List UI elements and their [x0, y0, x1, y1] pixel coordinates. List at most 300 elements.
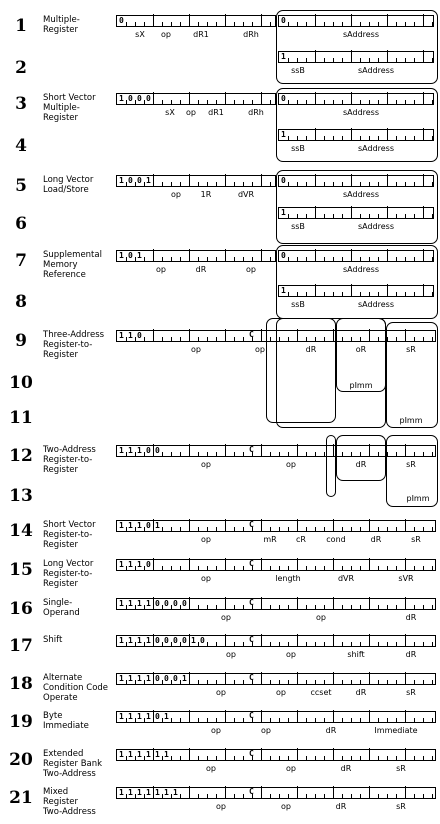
bit-tick — [261, 558, 262, 570]
bit-tick — [270, 452, 271, 456]
bit-tick — [288, 452, 289, 456]
bit-tick — [387, 680, 388, 684]
bit-value: 1 — [146, 599, 151, 608]
bit-tick — [423, 527, 424, 531]
bit-tick — [171, 566, 172, 570]
field-label: dR — [325, 726, 337, 735]
field-label: shift — [347, 650, 365, 659]
bit-tick — [297, 634, 298, 646]
bit-tick — [369, 519, 370, 531]
format-name: Single- Operand — [43, 598, 80, 618]
c-bit: C — [249, 673, 254, 682]
bit-tick — [432, 182, 433, 186]
bit-tick — [225, 174, 226, 186]
bit-tick — [333, 100, 334, 104]
bit-value: 0 — [146, 94, 151, 103]
c-bit: C — [249, 520, 254, 529]
bit-tick — [342, 100, 343, 104]
bit-tick — [279, 756, 280, 760]
bit-tick — [189, 174, 190, 186]
field-label: ssB — [291, 66, 305, 75]
bit-tick — [387, 128, 388, 140]
bit-tick — [351, 174, 352, 186]
bit-tick — [144, 566, 145, 570]
bit-tick — [306, 642, 307, 646]
bit-tick — [297, 58, 298, 62]
bit-tick — [297, 214, 298, 218]
bit-tick — [423, 249, 424, 261]
instruction-word — [116, 711, 436, 723]
bit-tick — [369, 136, 370, 140]
field-label: op — [221, 613, 231, 622]
bit-tick — [396, 566, 397, 570]
format-number: 9 — [15, 331, 27, 351]
format-number: 17 — [9, 636, 33, 656]
bit-tick — [144, 605, 145, 609]
bit-tick — [414, 214, 415, 218]
bit-tick — [144, 182, 145, 186]
bit-value: 1 — [119, 636, 124, 645]
field-label: sAddress — [357, 66, 395, 75]
c-bit: C — [249, 787, 254, 796]
format-number: 6 — [15, 214, 27, 234]
instruction-word — [116, 673, 436, 685]
bit-tick — [252, 100, 253, 104]
bit-tick — [243, 605, 244, 609]
bit-tick — [423, 92, 424, 104]
bit-tick — [144, 680, 145, 684]
bit-tick — [378, 756, 379, 760]
bit-tick — [162, 452, 163, 456]
bit-tick — [396, 642, 397, 646]
bit-tick — [171, 452, 172, 456]
extension-word-1 — [278, 129, 434, 141]
bit-tick — [414, 58, 415, 62]
format-number: 18 — [9, 674, 33, 694]
format-number: 11 — [9, 408, 33, 428]
c-bit: C — [249, 598, 254, 607]
bit-tick — [423, 14, 424, 26]
bit-tick — [243, 527, 244, 531]
sR-bubble-2 — [386, 435, 438, 507]
field-label: pImm — [349, 381, 373, 390]
bit-tick — [225, 710, 226, 722]
bit-tick — [126, 452, 127, 456]
format-name: Byte Immediate — [43, 711, 89, 731]
bit-tick — [270, 642, 271, 646]
bit-tick — [288, 605, 289, 609]
bit-value: 0 — [281, 251, 286, 260]
bit-tick — [216, 756, 217, 760]
bit-tick — [126, 100, 127, 104]
format-number: 10 — [9, 373, 33, 393]
field-label: sR — [396, 764, 406, 773]
field-label: sR — [406, 460, 416, 469]
bit-tick — [153, 329, 154, 341]
bit-tick — [198, 527, 199, 531]
bit-tick — [324, 100, 325, 104]
bit-tick — [333, 672, 334, 684]
bit-value: 0 — [155, 599, 160, 608]
bit-tick — [234, 527, 235, 531]
bit-tick — [234, 756, 235, 760]
bit-tick — [216, 642, 217, 646]
bit-tick — [369, 22, 370, 26]
field-label: Immediate — [374, 726, 418, 735]
bit-tick — [360, 100, 361, 104]
bit-tick — [396, 257, 397, 261]
bit-tick — [324, 182, 325, 186]
bit-tick — [360, 642, 361, 646]
bit-tick — [270, 756, 271, 760]
bit-tick — [405, 748, 406, 760]
bit-tick — [432, 257, 433, 261]
bit-tick — [306, 794, 307, 798]
bit-tick — [126, 337, 127, 341]
bit-tick — [315, 452, 316, 456]
bit-tick — [135, 257, 136, 261]
bit-tick — [315, 50, 316, 62]
bit-tick — [342, 292, 343, 296]
bit-tick — [423, 206, 424, 218]
bit-tick — [315, 642, 316, 646]
bit-tick — [351, 50, 352, 62]
bit-tick — [342, 257, 343, 261]
field-label: ssB — [291, 300, 305, 309]
two-address-selector — [326, 435, 336, 497]
bit-tick — [360, 257, 361, 261]
bit-tick — [189, 672, 190, 684]
bit-tick — [234, 100, 235, 104]
bit-value: 0 — [281, 94, 286, 103]
field-label: dR — [340, 764, 352, 773]
bit-tick — [387, 566, 388, 570]
bit-tick — [180, 642, 181, 646]
bit-tick — [306, 718, 307, 722]
bit-tick — [270, 22, 271, 26]
bit-tick — [297, 182, 298, 186]
field-label: dR — [405, 613, 417, 622]
c-bit: C — [249, 711, 254, 720]
bit-value: 1 — [137, 251, 142, 260]
bit-tick — [198, 337, 199, 341]
bit-value: 1 — [281, 52, 286, 61]
bit-tick — [144, 718, 145, 722]
bit-tick — [198, 794, 199, 798]
bit-tick — [162, 182, 163, 186]
bit-value: 1 — [164, 712, 169, 721]
bit-tick — [369, 182, 370, 186]
bit-tick — [198, 605, 199, 609]
bit-tick — [396, 214, 397, 218]
bit-tick — [378, 642, 379, 646]
extension-word-1 — [278, 207, 434, 219]
bit-tick — [144, 642, 145, 646]
bit-tick — [261, 14, 262, 26]
format-name: Multiple- Register — [43, 15, 80, 35]
bit-tick — [243, 337, 244, 341]
bit-tick — [180, 718, 181, 722]
bit-tick — [243, 642, 244, 646]
bit-tick — [225, 558, 226, 570]
bit-tick — [171, 527, 172, 531]
bit-tick — [135, 182, 136, 186]
field-label: dR1 — [208, 108, 224, 117]
format-number: 4 — [15, 136, 27, 156]
bit-tick — [369, 634, 370, 646]
bit-tick — [234, 182, 235, 186]
bit-tick — [279, 642, 280, 646]
bit-tick — [315, 206, 316, 218]
bit-tick — [207, 182, 208, 186]
bit-tick — [279, 452, 280, 456]
bit-tick — [387, 794, 388, 798]
field-label: op — [276, 688, 286, 697]
field-label: op — [171, 190, 181, 199]
bit-tick — [261, 634, 262, 646]
bit-tick — [180, 100, 181, 104]
bit-tick — [198, 756, 199, 760]
bit-tick — [405, 597, 406, 609]
bit-tick — [315, 680, 316, 684]
bit-tick — [288, 58, 289, 62]
bit-tick — [306, 756, 307, 760]
bit-tick — [261, 329, 262, 341]
bit-tick — [261, 444, 262, 456]
bit-tick — [270, 527, 271, 531]
format-name: Extended Register Bank Two-Address — [43, 749, 103, 779]
bit-tick — [306, 257, 307, 261]
c-bit: C — [249, 749, 254, 758]
field-label: op — [206, 764, 216, 773]
bit-tick — [423, 128, 424, 140]
bit-tick — [342, 605, 343, 609]
extension-word-1 — [278, 51, 434, 63]
bit-tick — [288, 136, 289, 140]
bit-value: 1 — [137, 674, 142, 683]
bit-tick — [198, 452, 199, 456]
bit-tick — [135, 22, 136, 26]
bit-tick — [333, 58, 334, 62]
bit-tick — [369, 558, 370, 570]
bit-tick — [342, 718, 343, 722]
bit-tick — [324, 452, 325, 456]
bit-tick — [225, 329, 226, 341]
bit-tick — [297, 22, 298, 26]
bit-tick — [297, 786, 298, 798]
bit-tick — [333, 182, 334, 186]
bit-value: 1 — [128, 636, 133, 645]
bit-tick — [306, 22, 307, 26]
bit-tick — [135, 527, 136, 531]
bit-tick — [378, 136, 379, 140]
bit-tick — [351, 128, 352, 140]
bit-tick — [207, 605, 208, 609]
bit-tick — [387, 284, 388, 296]
bit-tick — [315, 566, 316, 570]
bit-tick — [261, 786, 262, 798]
bit-tick — [288, 182, 289, 186]
bit-tick — [315, 92, 316, 104]
field-label: dR — [355, 688, 367, 697]
field-label: sAddress — [342, 30, 380, 39]
bit-tick — [396, 292, 397, 296]
format-number: 3 — [15, 94, 27, 114]
field-label: pImm — [406, 494, 430, 503]
bit-tick — [216, 257, 217, 261]
bit-tick — [387, 642, 388, 646]
bit-tick — [288, 718, 289, 722]
bit-tick — [216, 527, 217, 531]
bit-tick — [360, 794, 361, 798]
bit-tick — [288, 292, 289, 296]
bit-tick — [351, 527, 352, 531]
bit-tick — [234, 257, 235, 261]
bit-tick — [324, 794, 325, 798]
bit-tick — [225, 634, 226, 646]
bit-tick — [396, 100, 397, 104]
bit-tick — [288, 642, 289, 646]
field-label: sAddress — [357, 222, 395, 231]
bit-value: 1 — [164, 788, 169, 797]
bit-tick — [126, 566, 127, 570]
field-label: op — [201, 460, 211, 469]
field-label: length — [275, 574, 301, 583]
bit-tick — [234, 22, 235, 26]
bit-tick — [324, 136, 325, 140]
bit-tick — [405, 182, 406, 186]
bit-tick — [171, 605, 172, 609]
bit-tick — [306, 100, 307, 104]
bit-tick — [297, 597, 298, 609]
bit-tick — [369, 292, 370, 296]
bit-tick — [297, 672, 298, 684]
field-label: cR — [296, 535, 306, 544]
format-name: Two-Address Register-to- Register — [43, 445, 96, 475]
bit-tick — [414, 566, 415, 570]
bit-value: 1 — [137, 560, 142, 569]
bit-tick — [306, 136, 307, 140]
bit-tick — [378, 58, 379, 62]
bit-tick — [432, 756, 433, 760]
bit-value: 1 — [281, 286, 286, 295]
bit-tick — [207, 527, 208, 531]
field-label: op — [156, 265, 166, 274]
bit-tick — [405, 136, 406, 140]
bit-tick — [162, 794, 163, 798]
format-name: Supplemental Memory Reference — [43, 250, 102, 280]
bit-tick — [225, 444, 226, 456]
bit-tick — [270, 566, 271, 570]
bit-tick — [405, 558, 406, 570]
bit-tick — [189, 634, 190, 646]
bit-value: 0 — [164, 636, 169, 645]
bit-tick — [423, 642, 424, 646]
instruction-word — [116, 15, 276, 27]
field-label: op — [255, 345, 265, 354]
bit-tick — [198, 718, 199, 722]
bit-tick — [387, 14, 388, 26]
bit-tick — [180, 756, 181, 760]
format-name: Short Vector Register-to- Register — [43, 520, 96, 550]
format-name: Mixed Register Two-Address — [43, 787, 96, 817]
bit-value: 0 — [164, 599, 169, 608]
bit-tick — [189, 249, 190, 261]
bit-value: 0 — [182, 599, 187, 608]
bit-tick — [333, 634, 334, 646]
field-label: sAddress — [342, 190, 380, 199]
bit-tick — [306, 182, 307, 186]
bit-tick — [189, 786, 190, 798]
bit-tick — [162, 100, 163, 104]
bit-tick — [378, 566, 379, 570]
bit-tick — [351, 680, 352, 684]
bit-tick — [171, 337, 172, 341]
bit-tick — [126, 794, 127, 798]
bit-tick — [243, 794, 244, 798]
bit-tick — [432, 100, 433, 104]
bit-value: 1 — [128, 446, 133, 455]
bit-tick — [396, 756, 397, 760]
bit-tick — [423, 284, 424, 296]
bit-tick — [351, 14, 352, 26]
instruction-word — [116, 250, 276, 262]
bit-tick — [153, 519, 154, 531]
bit-tick — [378, 257, 379, 261]
bit-value: 1 — [146, 750, 151, 759]
bit-tick — [369, 748, 370, 760]
bit-tick — [387, 92, 388, 104]
bit-value: 1 — [128, 674, 133, 683]
field-label: dRh — [248, 108, 264, 117]
bit-tick — [144, 22, 145, 26]
bit-tick — [225, 249, 226, 261]
instruction-word — [116, 787, 436, 799]
bit-tick — [315, 794, 316, 798]
bit-tick — [207, 756, 208, 760]
format-number: 19 — [9, 712, 33, 732]
bit-tick — [234, 566, 235, 570]
bit-value: 1 — [137, 446, 142, 455]
bit-tick — [333, 748, 334, 760]
bit-tick — [135, 337, 136, 341]
bit-tick — [432, 680, 433, 684]
bit-value: 1 — [128, 750, 133, 759]
bit-tick — [432, 136, 433, 140]
bit-tick — [405, 634, 406, 646]
bit-tick — [432, 566, 433, 570]
bit-value: 1 — [137, 750, 142, 759]
bit-tick — [225, 519, 226, 531]
bit-value: 0 — [155, 674, 160, 683]
bit-tick — [369, 257, 370, 261]
bit-tick — [315, 284, 316, 296]
bit-tick — [171, 182, 172, 186]
bit-tick — [216, 100, 217, 104]
bit-tick — [432, 22, 433, 26]
bit-tick — [180, 337, 181, 341]
bit-tick — [216, 182, 217, 186]
bit-tick — [369, 58, 370, 62]
bit-tick — [342, 182, 343, 186]
bit-tick — [405, 100, 406, 104]
bit-tick — [387, 718, 388, 722]
bit-tick — [207, 718, 208, 722]
field-label: op — [226, 650, 236, 659]
bit-value: 0 — [128, 94, 133, 103]
field-label: ssB — [291, 222, 305, 231]
bit-tick — [423, 566, 424, 570]
